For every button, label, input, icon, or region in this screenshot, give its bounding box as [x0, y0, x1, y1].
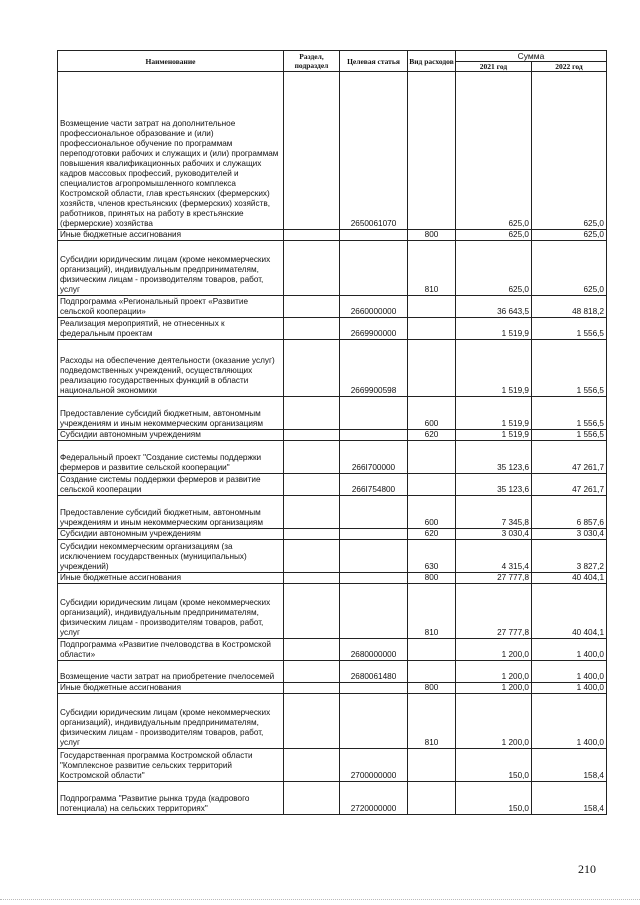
row-target: 2700000000 [340, 749, 408, 782]
row-sum-2022: 625,0 [532, 230, 607, 241]
row-name: Субсидии автономным учреждениям [58, 430, 284, 441]
row-sum-2022: 47 261,7 [532, 441, 607, 474]
row-name: Подпрограмма "Развитие рынка труда (кадрового потенциала) на сельских территориях" [58, 782, 284, 815]
row-sum-2022: 625,0 [532, 72, 607, 230]
row-target: 2669900598 [340, 340, 408, 397]
row-target: 266I700000 [340, 441, 408, 474]
row-target [340, 540, 408, 573]
row-sum-2021: 150,0 [456, 749, 532, 782]
row-vid [408, 782, 456, 815]
row-sum-2022: 158,4 [532, 749, 607, 782]
row-section [284, 241, 340, 296]
row-section [284, 474, 340, 496]
row-sum-2021: 625,0 [456, 230, 532, 241]
row-section [284, 230, 340, 241]
row-vid [408, 441, 456, 474]
row-section [284, 397, 340, 430]
row-target: 2669900000 [340, 318, 408, 340]
row-target: 2680000000 [340, 639, 408, 661]
row-sum-2022: 1 556,5 [532, 397, 607, 430]
row-name: Возмещение части затрат на дополнительное профессиональное образование и (или) профессиональное обучение по программам переподготовки рабочих и служащих и (или) программам повышения квалификационных рабочих и служащих кадров массовых профессий, руководителей и специалистов агропромышленного комплекса Костромской области, глав крестьянских (фермерских) хозяйств, членов крестьянских (фермерских) хозяйств, работников, принятых на работу в крестьянские (фермерские) хозяйства [58, 72, 284, 230]
row-vid: 800 [408, 230, 456, 241]
row-section [284, 340, 340, 397]
row-name: Субсидии юридическим лицам (кроме некоммерческих организаций), индивидуальным предпринимателям, физическим лицам - производителям товаров, работ, услуг [58, 584, 284, 639]
row-sum-2022: 1 400,0 [532, 683, 607, 694]
row-target: 2680061480 [340, 661, 408, 683]
row-name: Подпрограмма «Развитие пчеловодства в Костромской области» [58, 639, 284, 661]
row-sum-2021: 625,0 [456, 72, 532, 230]
table-row [58, 694, 607, 749]
row-name: Иные бюджетные ассигнования [58, 683, 284, 694]
row-name: Возмещение части затрат на приобретение пчелосемей [58, 661, 284, 683]
table-row [58, 230, 607, 241]
row-vid: 620 [408, 430, 456, 441]
table-row [58, 782, 607, 815]
row-sum-2022: 3 030,4 [532, 529, 607, 540]
row-vid: 600 [408, 496, 456, 529]
table-row [58, 397, 607, 430]
row-name: Субсидии юридическим лицам (кроме некоммерческих организаций), индивидуальным предпринимателям, физическим лицам - производителям товаров, работ, услуг [58, 694, 284, 749]
row-section [284, 683, 340, 694]
row-vid [408, 749, 456, 782]
row-target [340, 683, 408, 694]
row-target: 2650061070 [340, 72, 408, 230]
table-row [58, 296, 607, 318]
header-vid: Вид расходов [408, 51, 456, 72]
row-name: Реализация мероприятий, не отнесенных к федеральным проектам [58, 318, 284, 340]
row-sum-2022: 625,0 [532, 241, 607, 296]
row-name: Иные бюджетные ассигнования [58, 230, 284, 241]
row-sum-2021: 1 200,0 [456, 661, 532, 683]
row-target [340, 573, 408, 584]
row-sum-2022: 158,4 [532, 782, 607, 815]
row-section [284, 639, 340, 661]
row-sum-2021: 625,0 [456, 241, 532, 296]
table-row [58, 496, 607, 529]
row-target [340, 694, 408, 749]
header-target: Целевая статья [340, 51, 408, 72]
row-sum-2022: 3 827,2 [532, 540, 607, 573]
row-section [284, 694, 340, 749]
row-vid [408, 661, 456, 683]
row-sum-2021: 1 519,9 [456, 430, 532, 441]
row-section [284, 296, 340, 318]
row-sum-2022: 1 400,0 [532, 639, 607, 661]
table-body [58, 72, 607, 815]
row-vid: 800 [408, 683, 456, 694]
row-name: Предоставление субсидий бюджетным, автономным учреждениям и иным некоммерческим организациям [58, 397, 284, 430]
row-vid: 810 [408, 584, 456, 639]
row-section [284, 573, 340, 584]
row-section [284, 540, 340, 573]
table-row [58, 540, 607, 573]
row-name: Субсидии некоммерческим организациям (за исключением государственных (муниципальных) учреждений) [58, 540, 284, 573]
row-sum-2022: 48 818,2 [532, 296, 607, 318]
table-row [58, 430, 607, 441]
row-vid [408, 72, 456, 230]
table-row [58, 474, 607, 496]
table-row [58, 529, 607, 540]
row-target: 266I754800 [340, 474, 408, 496]
row-section [284, 72, 340, 230]
row-name: Подпрограмма «Региональный проект «Развитие сельской кооперации» [58, 296, 284, 318]
header-name: Наименование [58, 51, 284, 72]
row-vid: 810 [408, 241, 456, 296]
row-sum-2022: 1 556,5 [532, 318, 607, 340]
row-sum-2021: 35 123,6 [456, 474, 532, 496]
row-vid: 800 [408, 573, 456, 584]
row-target [340, 529, 408, 540]
row-sum-2021: 1 519,9 [456, 340, 532, 397]
row-sum-2021: 1 200,0 [456, 694, 532, 749]
row-vid [408, 474, 456, 496]
row-section [284, 782, 340, 815]
row-sum-2021: 1 200,0 [456, 683, 532, 694]
row-sum-2021: 27 777,8 [456, 573, 532, 584]
budget-table [57, 50, 607, 815]
header-2022: 2022 год [532, 62, 607, 72]
table-row [58, 241, 607, 296]
row-target [340, 496, 408, 529]
row-section [284, 441, 340, 474]
row-target [340, 584, 408, 639]
row-vid: 810 [408, 694, 456, 749]
row-sum-2022: 1 400,0 [532, 694, 607, 749]
row-section [284, 584, 340, 639]
row-sum-2021: 1 519,9 [456, 397, 532, 430]
row-sum-2022: 47 261,7 [532, 474, 607, 496]
row-name: Создание системы поддержки фермеров и развитие сельской кооперации [58, 474, 284, 496]
table-row [58, 683, 607, 694]
page-number: 210 [578, 862, 596, 876]
row-sum-2022: 40 404,1 [532, 584, 607, 639]
row-sum-2021: 35 123,6 [456, 441, 532, 474]
row-vid: 600 [408, 397, 456, 430]
row-name: Федеральный проект "Создание системы поддержки фермеров и развитие сельской кооперации" [58, 441, 284, 474]
row-name: Расходы на обеспечение деятельности (оказание услуг) подведомственных учреждений, осуществляющих реализацию государственных функций в области национальной экономики [58, 340, 284, 397]
row-name: Предоставление субсидий бюджетным, автономным учреждениям и иным некоммерческим организациям [58, 496, 284, 529]
row-sum-2021: 7 345,8 [456, 496, 532, 529]
row-sum-2022: 1 400,0 [532, 661, 607, 683]
row-target: 2660000000 [340, 296, 408, 318]
table-row [58, 573, 607, 584]
table-row [58, 661, 607, 683]
scan-edge-divider [0, 899, 640, 900]
table-row [58, 749, 607, 782]
header-section: Раздел, подраздел [284, 51, 340, 72]
row-sum-2022: 1 556,5 [532, 340, 607, 397]
row-target [340, 397, 408, 430]
row-sum-2021: 27 777,8 [456, 584, 532, 639]
row-sum-2022: 6 857,6 [532, 496, 607, 529]
row-name: Иные бюджетные ассигнования [58, 573, 284, 584]
row-sum-2022: 1 556,5 [532, 430, 607, 441]
row-sum-2021: 1 519,9 [456, 318, 532, 340]
row-vid [408, 639, 456, 661]
table-row [58, 72, 607, 230]
row-target [340, 430, 408, 441]
row-name: Субсидии автономным учреждениям [58, 529, 284, 540]
row-section [284, 749, 340, 782]
table-row [58, 318, 607, 340]
row-section [284, 529, 340, 540]
table-row [58, 584, 607, 639]
header-2021: 2021 год [456, 62, 532, 72]
row-target: 2720000000 [340, 782, 408, 815]
row-vid: 620 [408, 529, 456, 540]
row-sum-2021: 4 315,4 [456, 540, 532, 573]
row-section [284, 318, 340, 340]
header-sum: Сумма [456, 51, 607, 62]
row-sum-2021: 1 200,0 [456, 639, 532, 661]
row-name: Государственная программа Костромской области "Комплексное развитие сельских территорий Костромской области" [58, 749, 284, 782]
table-row [58, 639, 607, 661]
table-row [58, 441, 607, 474]
row-section [284, 661, 340, 683]
row-sum-2021: 3 030,4 [456, 529, 532, 540]
row-vid: 630 [408, 540, 456, 573]
row-vid [408, 296, 456, 318]
row-section [284, 430, 340, 441]
row-sum-2022: 40 404,1 [532, 573, 607, 584]
row-vid [408, 340, 456, 397]
table-header [58, 51, 607, 72]
table-row [58, 340, 607, 397]
row-sum-2021: 36 643,5 [456, 296, 532, 318]
row-target [340, 230, 408, 241]
row-target [340, 241, 408, 296]
row-section [284, 496, 340, 529]
row-vid [408, 318, 456, 340]
row-name: Субсидии юридическим лицам (кроме некоммерческих организаций), индивидуальным предпринимателям, физическим лицам - производителям товаров, работ, услуг [58, 241, 284, 296]
row-sum-2021: 150,0 [456, 782, 532, 815]
